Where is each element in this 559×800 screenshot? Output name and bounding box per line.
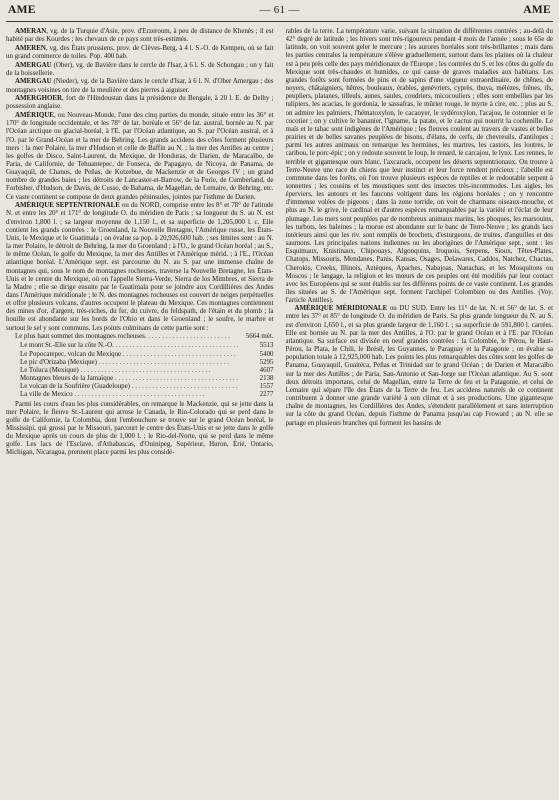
entry-ameren bbox=[6, 44, 274, 60]
heights-row bbox=[20, 341, 274, 349]
heights-row bbox=[20, 382, 274, 390]
entry-text: , ou Nouveau-Monde, l'une des cinq parties du monde, située entre les 36° et 170° de longitude occidentale, et les 78° de lat. boréale et 56° de lat. austral, bornée au N. par l'Océan arctique ou glacial-boréal, à l'E. par l'Océan atlantique, au S. par l'Océan austral, et à l'O. par le Grand-Océan et la mer de Behring. Les grands accidens des côtes forment plusieurs mers : la mer Polaire, la mer d'Hudson et celle de Baffin au N. ; la mer des Antilles au centre ; les golfes de Disco, Saint-Laurent, du Mexique, de Honduras, de Darien, de Maracaïbo, de Paria, de Californie, de Tehuantepec, de Fonseca, de Papagayo, de Nicoya, de Panama, de Guayaquil, de Chanos, de Peñas, de Kotzebue, de Mackenzie et de Georges IV ; un grand nombre de grandes baies ; les détroits de Lancaster-et-Barrow, de la Furie, de Cumberland, de Forbisher, d'Hudson, de Davis, de Cusso, de Bahama, de Magellan, de Lemaire, de Behring, etc. Ce vaste continent se compose de deux grandes péninsules, jointes par l'isthme de Darien. bbox=[6, 111, 274, 201]
entry-headword: AMERAN bbox=[15, 27, 47, 35]
heights-row bbox=[20, 374, 274, 382]
heights-table-intro bbox=[6, 332, 274, 340]
header-rule bbox=[6, 21, 553, 22]
height-label: Le Toluca (Mexique) . . . bbox=[20, 366, 238, 374]
entry-text: , vg. des États prussiens, prov. de Clèves-Berg, à 4 l. S.-O. de Kempen, où se fait un grand commerce de toiles. Pop. 400 hab. bbox=[6, 43, 274, 60]
heights-row bbox=[20, 390, 274, 398]
entry-amergau-ober bbox=[6, 61, 274, 77]
height-label: Le volcan de la Soufrière (Guadeloupe) . . . bbox=[20, 382, 238, 390]
right-column bbox=[286, 27, 554, 796]
height-value: 5400 bbox=[259, 349, 274, 358]
height-value: 5295 bbox=[259, 357, 274, 366]
text-columns bbox=[6, 27, 553, 796]
height-label: Le mont St.-Elie sur la côte N.-O. . . . bbox=[20, 341, 238, 349]
entry-text: ou DU SUD. Entre les 11° de lat. N. et 56° de lat. S. et entre les 37° et 85° de longitude O. du méridien de Paris. Sa plus grande longueur du N. au S. est d'environ 1,650 l., et sa plus grande largeur de 1,160 l. ; sa superficie de 591,800 l. carrées. Elle est bornée au N. par la mer des Antilles, à l'O. par le grand Océan et à l'E. par l'Océan atlantique. Sa surface est divisée en neuf grandes contrées : la Colombie, le Pérou, le Haut-Pérou, la Plata, le Chili, le Brésil, les Guyannes, le Paraguay et la Patagonie ; on évalue sa population totale à 12,925,000 hab. Les points les plus remarquables des côtes sont les golfes de Panama, Guayaquil, Guaitéca, Peñas et Trinidad sur le grand Océan ; de Darien et Maracaïbo sur la mer des Antilles ; de Paria, San-Antonio et San-Jorge sur l'Océan atlantique. Au S. sont deux détroits importans, celui de Magellan, entre la Terre de feu et la Patagonie, et celui de Lemaire qui sépare l'île des États de la Terre de feu. Les accidens naturels de ce continent contribuent à donner une grande variété à son climat et à ses productions. Une gigantesque chaîne de montagnes, les Cordillières des Andes, s'étendent parallèlement et sans interruption sur la côte du grand Océan, depuis l'isthme de Panama jusqu'au cap Froward ; au N. elle se partage en plusieurs branches qui forment les bassins de bbox=[285, 304, 553, 427]
entry-text: (Nieder), vg. de la Bavière dans le cercle d'Isar, à 6 l. N. d'Ober Amergau ; des montagnes voisines on tire de la meulière et des pierres à aiguiser. bbox=[6, 77, 274, 94]
entry-headword: AMÉRIQUE bbox=[15, 111, 54, 120]
heights-row bbox=[20, 366, 274, 374]
entry-amerique bbox=[6, 111, 274, 201]
entry-ameran bbox=[6, 27, 274, 43]
page-number: — 61 — bbox=[259, 4, 300, 16]
height-value: 2138 bbox=[259, 374, 274, 383]
entry-headword: AMERGHOER bbox=[15, 94, 63, 103]
left-column bbox=[6, 27, 274, 796]
entry-text: ou du NORD, comprise entre les 8° et 78° de l'atitude N. et entre les 20° et 171° de longitude O. du méridien de Paris ; sa longueur du S. au N. est d'environ 1,800 l. ; sa largeur moyenne de 1,150 l., et sa superficie de 1,205,000 l. c. Elle contient les grands contrées : le Groenland, la Nouvelle Bretagne, l'Amérique russe, les États-Unis, le Mexique et le Guatimala ; on évalue sa pop. à 20,926,600 hab. ; ses limites sont : au N. la mer Polaire, le détroit de Behring, la mer du Groenland ; à l'O., le grand Océan boréal ; au S., le même Océan, le golfe du Mexique, la mer des Antilles et l'Amérique mérid. ; à l'E., l'Océan atlantique boréal. L'Amérique sept. est parcourue du N. au S. par une immense chaîne de montagnes qui, sous le nom de montagnes rocheuses, traverse la Nouvelle Bretagne, les États-Unis et le centre du Mexique, où on l'appelle Sierra-Verde, Sierra de los Mimbres, et Sierra de la Madre ; elle se dirige ensuite par le Guatimala pour se joindre aux Cordillières des Andes dans l'Amérique méridionale ; le N. des montagnes rocheuses est couvert de neiges perpétuelles et offre plusieurs volcans, d'autres occupent le plateau du Mexique. Ces montagnes contiennent des mines d'or, d'argent, très-riches, du fer, du cuivre, du feldspath, de l'étain et du plomb ; la houille est abondante sur les bords de l'Ohio et dans le Groenland ; le soufre, le marbre et surtout le sel y sont communs. Les points culminans de cette partie sont : bbox=[6, 201, 274, 332]
entry-headword: AMEREN bbox=[15, 43, 46, 52]
rivers-paragraph: Parmi les cours d'eau les plus considérables, on remarque le Mackenzie, qui se jette dans la mer Polaire, le fleuve St.-Laurent qui arrose le Canada, le Rio-Colorado qui se perd dans le golfe de Californie, la Colombia, dont l'embouchure se trouve sur le grand Océan boréal, le Mississipi, qui grossi par le Missouri, parcourt le centre des États-Unis et se jette dans le golfe du Mexique après un cours de plus de 1,000 l. ; le Rio-del-Norte, qui se perd dans le même golfe. Les lacs de l'Esclave, d'Athabascas, d'Ouinipeg, Supérieur, Huron, Érié, Ontario, Michigan, Nicaragua, prennent place parmi les plus considé- bbox=[6, 399, 274, 457]
header-right-word: AME bbox=[523, 4, 551, 16]
entry-amerique-meridionale bbox=[286, 304, 554, 426]
height-value: 2277 bbox=[259, 390, 274, 399]
heights-intro-label: Le plus haut sommet des montagnes rocheuses. . . . bbox=[6, 332, 230, 340]
height-label: Le pic d'Orizaba (Mexique) . . . bbox=[20, 358, 238, 366]
height-value: 1557 bbox=[259, 382, 274, 391]
heights-table bbox=[20, 341, 274, 398]
entry-headword: AMERGAU bbox=[15, 60, 52, 69]
entry-headword: AMERGAU bbox=[15, 77, 52, 86]
height-value: 5513 bbox=[259, 341, 274, 350]
heights-intro-value: 5664 mèt. bbox=[245, 332, 274, 341]
page-header bbox=[8, 4, 551, 20]
entry-text: , fort de l'Hindoustan dans la présidence du Bengale, à 20 l. E. de Delhy ; possession anglaise. bbox=[6, 94, 274, 111]
entry-amergau-nieder bbox=[6, 77, 274, 93]
height-value: 4607 bbox=[259, 365, 274, 374]
height-label: La ville de Mexico . . . bbox=[20, 390, 238, 398]
entry-text: (Ober), vg. de Bavière dans le cercle de l'Isar, à 6 l. S. de Schongau ; on y fait de la boissellerie. bbox=[6, 60, 274, 77]
entry-text: , vg. de la Turquie d'Asie, prov. d'Erzeroum, à peu de distance de Khenès ; il est habité par des Kourdes ; les chevaux de ce pays sont très-estimés. bbox=[6, 27, 274, 44]
heights-row bbox=[20, 358, 274, 366]
height-label: Le Popocatepec, volcan du Mexique . . . bbox=[20, 350, 238, 358]
entry-headword: AMÉRIQUE MÉRIDIONALE bbox=[294, 304, 388, 313]
entry-amerghoer bbox=[6, 94, 274, 110]
entry-amerique-septentrionale bbox=[6, 201, 274, 332]
heights-row bbox=[20, 350, 274, 358]
height-label: Montagnes bleues de la Jamaïque . . . bbox=[20, 374, 238, 382]
header-left-word: AME bbox=[8, 4, 36, 16]
continued-paragraph: rables de la terre. La température varie, suivant la situation de différentes contrées ; au-delà du 42° degré de latitude ; les hivers sont très-rigoureux pendant 4 mois de l'année ; sous le 65e de latitude, on voit souvent geler le mercure ; les aurores boréales sont très-brillantes ; mais dans les parties centrales la température s'élève graduellement, surtout dans les plaines où la chaleur est à peu près celle des pays méridionaux de l'Europe ; les contrées du S. et les côtes du golfe du Mexique sont très-chaudes et humides, ce qui cause de graves maladies aux habitans. Les grandes forêts sont formées de pins et de sapins d'une vigueur extraordinaire, de chênes, de noyers, châtaigniers, hêtres, bouleaux, érables, genévriers, cyprès, thuya, mélèzes, frênes, ifs, peupliers, platanes, tilleuls, aunes, saules, coudriers, micocouliers ; elles sont embellies par les tulipiers, les acacias, le gordonia, le sassafras, le mûrier rouge, le myrte à cire, etc. ; plus au S. on admire les palmiers, l'hématoxylon, le cacaoyer, le sydéroxylon, l'acajou, le cotonnier et le cocotier ; on y cultive le bananier, l'igname, la patate, et le cactus qui nourrit la cochenille. Le maïs et le tabac sont indigènes de l'Amérique ; les fleuves coulent au travers de vastes et belles prairies et de belles savanes peuplées de bisons, d'élans, de cerfs, de chevreuils, d'antilopes ; parmi les autres animaux on remarque les hermines, les martres, les castors, les loutres, le caribou, le porc-épic ; on y redoute souvent le loup, le renard, le carcajou, le lynx. Les rennes, le terrible et gigantesque ours blanc, l'axcarack, occupent les déserts septentrionaux. On trouve à Terre-Neuve une race de chiens que leur instinct et leur force rendent précieux ; l'abeille est commune dans les forêts, où l'on trouve plusieurs espèces de reptiles et le redoutable serpent à sonnettes ; les cousins et les moustiques sont des insectes très-incommodes. Les aigles, les éperviers, les autours et les faucons voltigent dans les régions boréales ; on y rencontre d'immense volées de pigeons ; dans la zone torride, on voit de charmans oiseaux-mouche, et plus au N. le grive, le cardinal et d'autres espèces remarquables par la variété et l'éclat de leur plumage. Les mers sont peuplées par de nombreux animaux marins, les phoques, les marsouins, les turbots, les baleines ; la morue est abondante sur le banc de Terre-Neuve ; les grands lacs intérieurs ainsi que les riv. sont remplis de brochets, d'esturgeons, de truites, d'anguilles et des saumons. Les principales nations indiennes ou les aborigènes de l'Amérique sept., sont : les Esquimaux, Knistinaux, Chipouays, Algonquins, Iroquois, Serpens, Sioux, Têtes-Plates, Chatops, Missouris, Mendanes, Panis, Kansas, Osages, Delawares, Caddos, Natchez, Chactas, Cherokis, Creeks, Illinois, Aztèques, Apaches, Nabajoas, Nanachas, et les Mosquitons ou Moscos ; le langage, la religion et les mœurs de ces peuples ont été modifiés par leur contact avec les Européens qui se sont établis sur les différens points de ce vaste continent. Les grandes îles situées au S. de l'Amérique sept. forment l'archipel Colombien ou des Antilles. (Voy. l'article Antilles). bbox=[285, 27, 553, 305]
entry-headword: AMÉRIQUE SEPTENTRIONALE bbox=[15, 201, 120, 210]
